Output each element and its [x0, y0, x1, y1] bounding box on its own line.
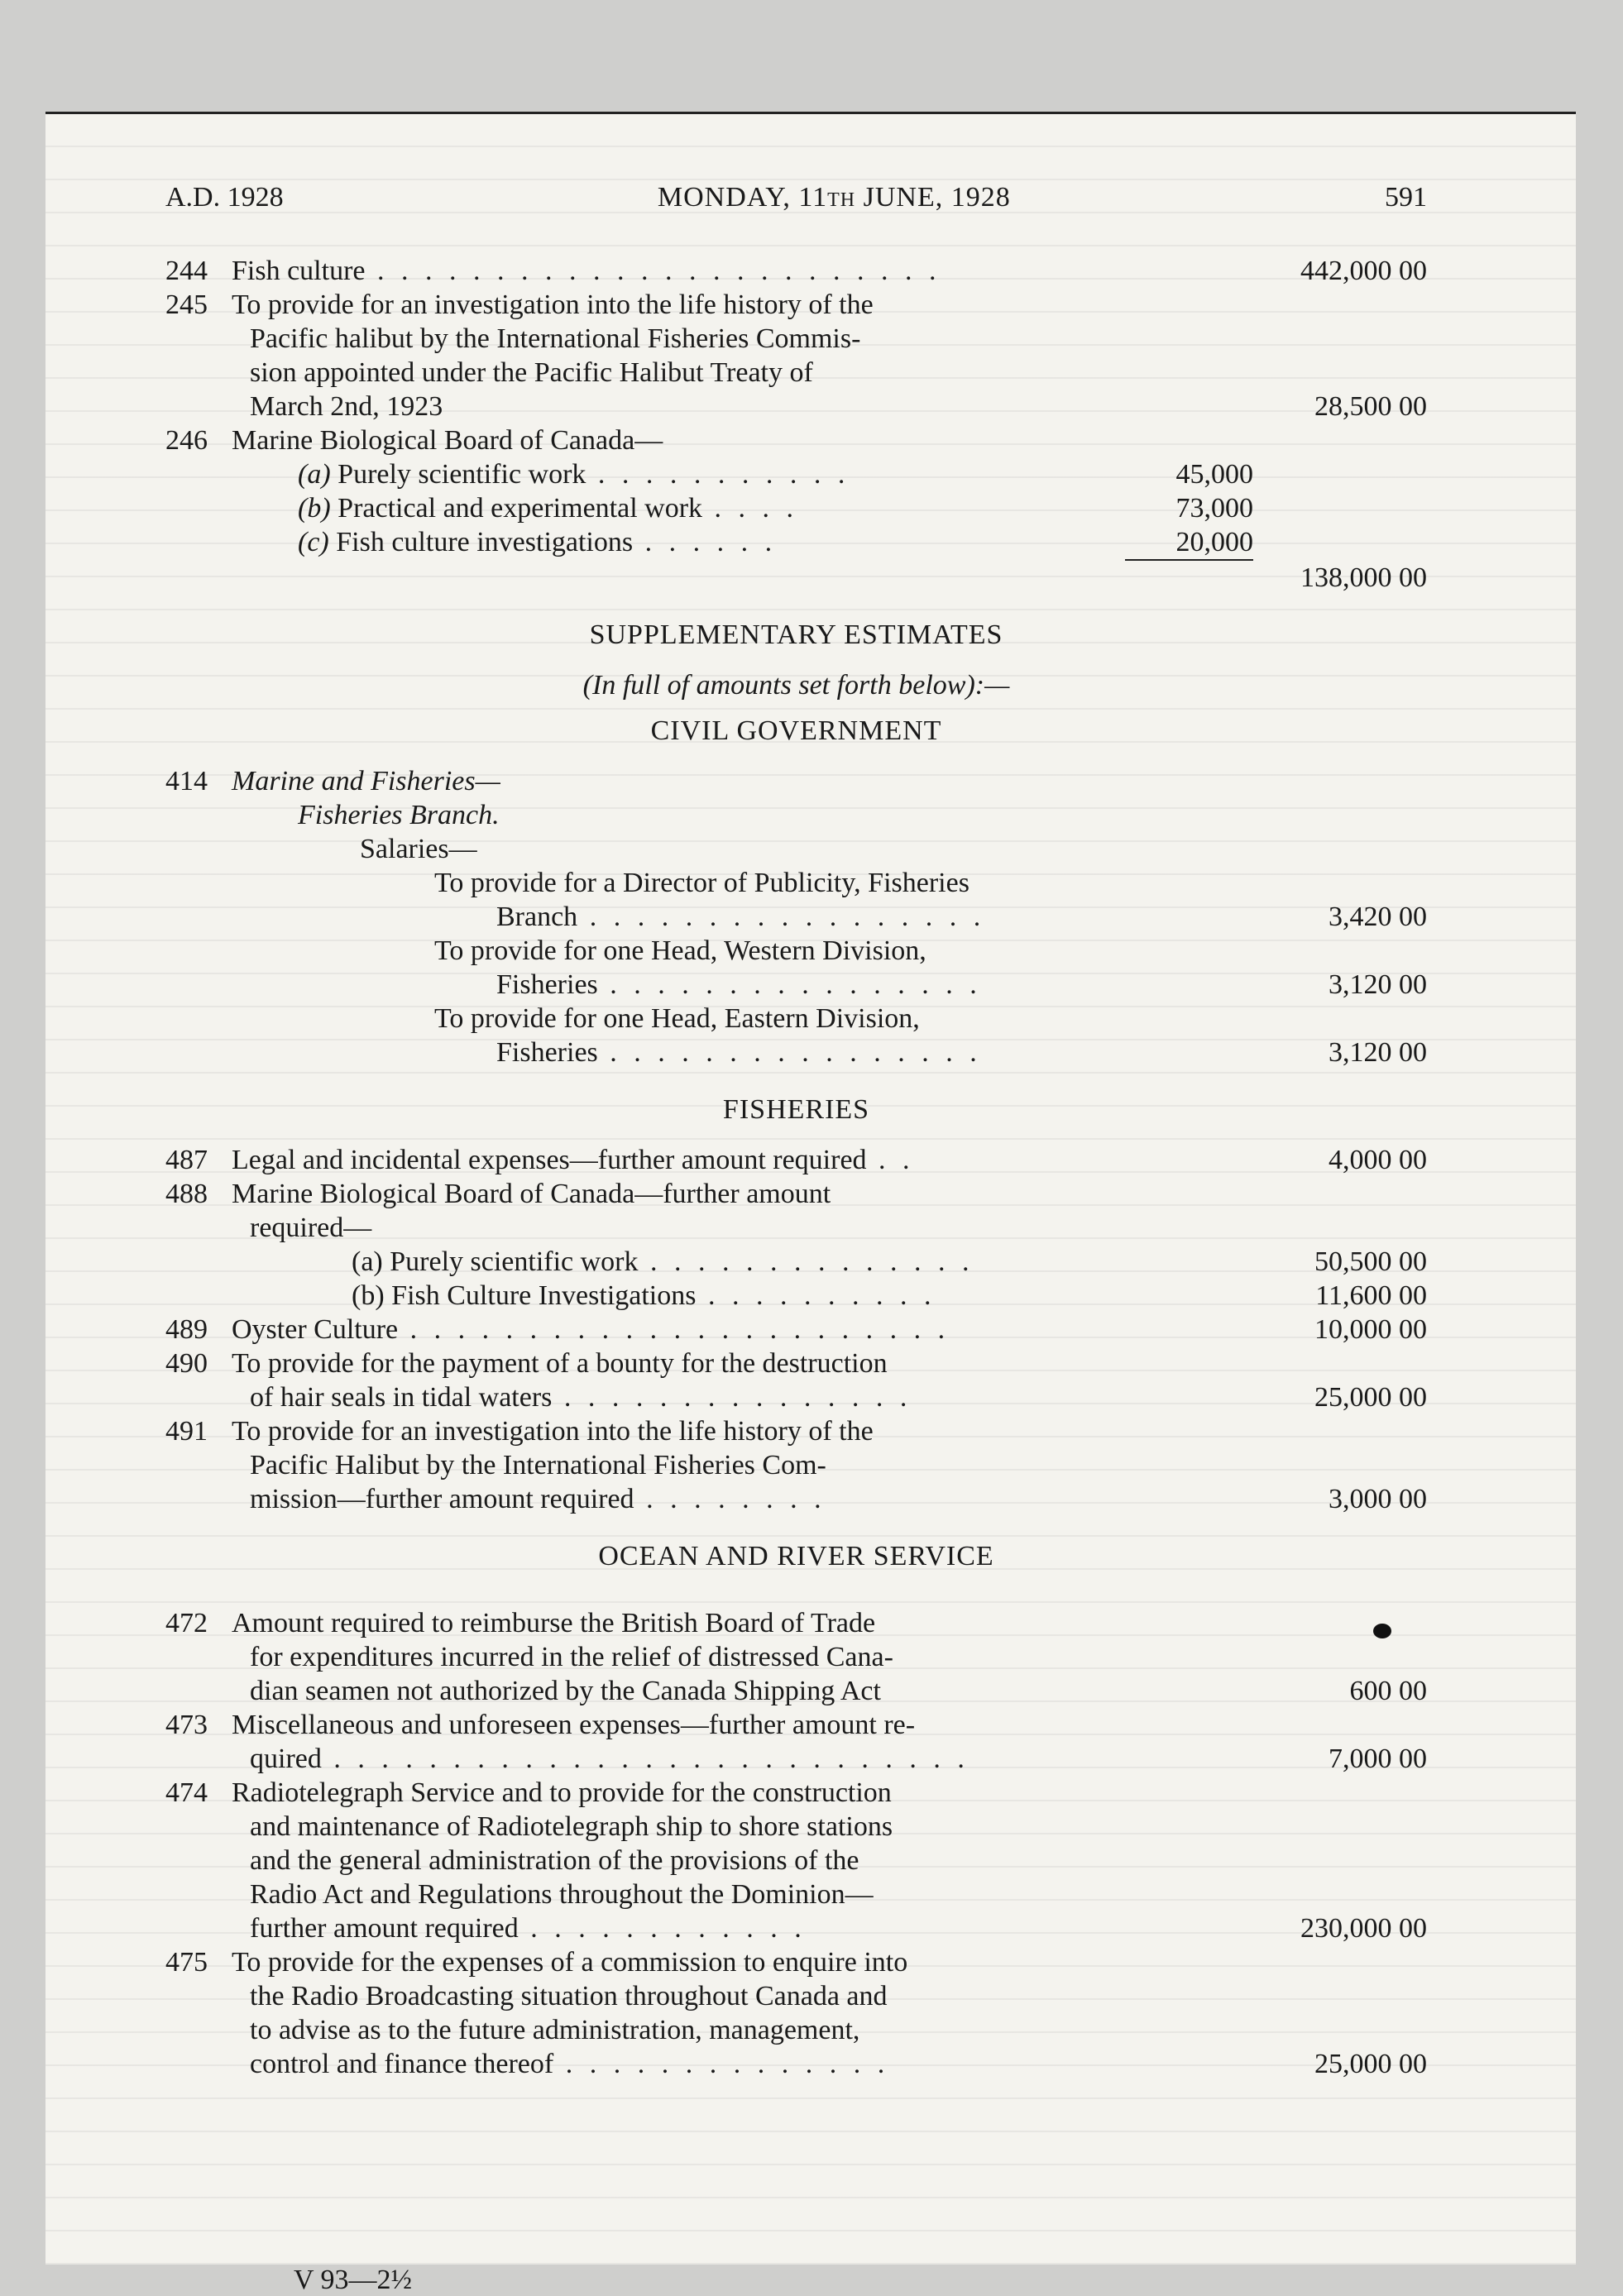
item-line: and the general administration of the provisions of the — [250, 1845, 859, 1876]
item-line: To provide for an investigation into the life history of the — [232, 1416, 874, 1447]
item-491 — [165, 1414, 1427, 1448]
branch: Fisheries Branch. — [298, 800, 500, 830]
footer-signature: V 93—2½ — [294, 2265, 412, 2295]
header-date: MONDAY, 11th JUNE, 1928 — [657, 182, 1011, 213]
item-amount: 600 00 — [1349, 1676, 1427, 1706]
item-line: and maintenance of Radiotelegraph ship to shore stations — [250, 1811, 893, 1842]
item-489: 489 Oyster Culture . . . . . . . . . . . . . . . . . . . . . . . 10,000 00 — [165, 1314, 1427, 1345]
item-amount: 442,000 00 — [1300, 256, 1427, 286]
item-number: 245 — [165, 289, 208, 320]
branch-row — [165, 798, 1427, 832]
item-475-line4: control and finance thereof . . . . . . . . . . . . . . 25,000 00 — [250, 2049, 1427, 2079]
item-490-line2: of hair seals in tidal waters . . . . . . . . . . . . . . . 25,000 00 — [250, 1382, 1427, 1413]
item-line: dian seamen not authorized by the Canada Shipping Act — [250, 1676, 881, 1706]
item-line: To provide for the expenses of a commission to enquire into — [232, 1947, 908, 1978]
page-content — [165, 180, 1427, 2081]
item-line: Radio Act and Regulations throughout the Dominion— — [250, 1879, 874, 1910]
item-488-line2 — [165, 1211, 1427, 1245]
salary-entry — [165, 866, 1427, 900]
section-civil-government: CIVIL GOVERNMENT — [650, 715, 942, 746]
page-number: 591 — [1384, 182, 1427, 213]
item-number: 490 — [165, 1348, 208, 1379]
item-488-b: (b) Fish Culture Investigations . . . . . . . . . . 11,600 00 — [352, 1280, 1427, 1311]
item-line: To provide for the payment of a bounty for the destruction — [232, 1348, 888, 1379]
item-number: 487 — [165, 1145, 208, 1175]
item-488 — [165, 1177, 1427, 1211]
item-line: quired — [250, 1744, 322, 1774]
item-amount: 25,000 00 — [1314, 2049, 1427, 2079]
sub-label: (a) — [352, 1246, 383, 1277]
item-number: 488 — [165, 1179, 208, 1209]
item-line: Oyster Culture — [232, 1314, 399, 1345]
total-rule — [1125, 559, 1253, 595]
item-line: Legal and incidental expenses—further amount required — [232, 1145, 867, 1175]
sub-value: 20,000 — [1175, 527, 1253, 557]
salary-entry — [165, 1002, 1427, 1036]
item-245-line3 — [165, 356, 1427, 390]
salary-entry-cont: Fisheries . . . . . . . . . . . . . . . . 3,120 00 — [496, 1037, 1427, 1068]
item-line: To provide for an investigation into the life history of the — [232, 289, 874, 320]
item-line: to advise as to the future administration, management, — [250, 2015, 860, 2045]
section-ocean-river-service: OCEAN AND RIVER SERVICE — [598, 1541, 994, 1571]
entry-line: To provide for one Head, Western Division, — [434, 935, 926, 966]
item-line: Pacific Halibut by the International Fisheries Com- — [250, 1450, 826, 1480]
item-487: 487 Legal and incidental expenses—further amount required . . 4,000 00 — [165, 1145, 1427, 1175]
item-472 — [165, 1606, 1427, 1640]
salary-entry-cont: Fisheries . . . . . . . . . . . . . . . . 3,120 00 — [496, 969, 1427, 1000]
item-amount: 7,000 00 — [1329, 1744, 1427, 1774]
item-number: 475 — [165, 1947, 208, 1978]
item-490 — [165, 1347, 1427, 1380]
item-474-line2 — [165, 1810, 1427, 1844]
item-number: 474 — [165, 1777, 208, 1808]
item-line: Pacific halibut by the International Fisheries Commis- — [250, 323, 861, 354]
item-472-line2 — [165, 1640, 1427, 1674]
sub-text: Fish Culture Investigations — [391, 1280, 697, 1311]
item-text: Fish culture . . . . . . . . . . . . . . . . . . . . . . . . — [232, 256, 941, 286]
item-246-b: (b) Practical and experimental work . . . . 73,000 — [298, 493, 1253, 524]
entry-line: To provide for a Director of Publicity, Fisheries — [434, 868, 969, 898]
sub-label: (b) — [352, 1280, 385, 1311]
item-number: 246 — [165, 425, 208, 456]
item-472-line3 — [165, 1674, 1427, 1708]
supplementary-note: (In full of amounts set forth below):— — [582, 670, 1010, 701]
item-491-line3: mission—further amount required . . . . . . . . 3,000 00 — [250, 1484, 1427, 1514]
item-244 — [165, 254, 1427, 288]
item-number: 489 — [165, 1314, 208, 1345]
item-245-line2 — [165, 322, 1427, 356]
sub-text: Fish culture investigations — [336, 527, 634, 557]
salaries-row — [165, 832, 1427, 866]
sub-text: Practical and experimental work — [338, 493, 703, 524]
item-475 — [165, 1945, 1427, 1979]
salary-entry-cont: Branch . . . . . . . . . . . . . . . . . 3,420 00 — [496, 902, 1427, 932]
item-474-line5: further amount required . . . . . . . . . . . . 230,000 00 — [250, 1913, 1427, 1944]
sub-value: 45,000 — [1175, 459, 1253, 490]
department: Marine and Fisheries— — [232, 766, 500, 796]
item-475-line3 — [165, 2013, 1427, 2047]
entry-line: Fisheries — [496, 969, 598, 1000]
item-488-a: (a) Purely scientific work . . . . . . . . . . . . . . 50,500 00 — [352, 1246, 1427, 1277]
item-amount: 230,000 00 — [1300, 1913, 1427, 1944]
entry-line: To provide for one Head, Eastern Division, — [434, 1003, 920, 1034]
item-414 — [165, 764, 1427, 798]
sub-text: Purely scientific work — [390, 1246, 639, 1277]
item-473-line2: quired . . . . . . . . . . . . . . . . . . . . . . . . . . . 7,000 00 — [250, 1744, 1427, 1774]
item-line: mission—further amount required — [250, 1484, 634, 1514]
item-246-a: (a) Purely scientific work . . . . . . . . . . . 45,000 — [298, 459, 1253, 490]
item-line: the Radio Broadcasting situation throughout Canada and — [250, 1981, 888, 2011]
item-amount: 25,000 00 — [1314, 1382, 1427, 1413]
item-474-line4 — [165, 1877, 1427, 1911]
item-amount: 4,000 00 — [1329, 1145, 1427, 1175]
salaries-label: Salaries— — [360, 834, 477, 864]
item-line: for expenditures incurred in the relief of distressed Cana- — [250, 1642, 893, 1672]
item-number: 473 — [165, 1710, 208, 1740]
item-line: required— — [250, 1213, 372, 1243]
item-amount: 3,000 00 — [1329, 1484, 1427, 1514]
entry-amount: 3,120 00 — [1329, 1037, 1427, 1068]
item-amount: 10,000 00 — [1314, 1314, 1427, 1345]
item-line: Fish culture — [232, 256, 366, 286]
header-year: A.D. 1928 — [165, 182, 284, 213]
section-fisheries: FISHERIES — [722, 1094, 870, 1125]
item-line: sion appointed under the Pacific Halibut Treaty of — [250, 357, 813, 388]
item-line: of hair seals in tidal waters — [250, 1382, 553, 1413]
item-number: 472 — [165, 1608, 208, 1638]
item-491-line2 — [165, 1448, 1427, 1482]
item-line: further amount required — [250, 1913, 519, 1944]
salary-entry — [165, 934, 1427, 968]
item-amount: 138,000 00 — [1300, 562, 1427, 593]
sub-amount: 11,600 00 — [1315, 1280, 1427, 1311]
sub-amount: 50,500 00 — [1314, 1246, 1427, 1277]
sub-label: (b) — [298, 493, 331, 524]
entry-amount: 3,120 00 — [1329, 969, 1427, 1000]
item-number: 244 — [165, 256, 208, 286]
item-246-c: (c) Fish culture investigations . . . . . . 20,000 — [298, 527, 1253, 557]
item-line: March 2nd, 1923 — [250, 391, 443, 422]
item-475-line2 — [165, 1979, 1427, 2013]
item-245 — [165, 288, 1427, 322]
item-474-line3 — [165, 1844, 1427, 1877]
item-line: Amount required to reimburse the British Board of Trade — [232, 1608, 876, 1638]
entry-line: Branch — [496, 902, 578, 932]
item-line: Miscellaneous and unforeseen expenses—further amount re- — [232, 1710, 916, 1740]
entry-line: Fisheries — [496, 1037, 598, 1068]
sub-value: 73,000 — [1175, 493, 1253, 524]
sub-label: (a) — [298, 459, 331, 490]
sub-text: Purely scientific work — [338, 459, 586, 490]
entry-amount: 3,420 00 — [1329, 902, 1427, 932]
item-title: Marine Biological Board of Canada— — [232, 425, 663, 456]
item-number: 491 — [165, 1416, 208, 1447]
item-246 — [165, 423, 1427, 457]
item-246-total — [165, 559, 1427, 595]
item-473 — [165, 1708, 1427, 1742]
journal-page — [45, 112, 1576, 2295]
sub-label: (c) — [298, 527, 329, 557]
item-amount: 28,500 00 — [1314, 391, 1427, 422]
page-header — [165, 180, 1427, 214]
item-line: control and finance thereof — [250, 2049, 554, 2079]
item-line: Radiotelegraph Service and to provide for the construction — [232, 1777, 892, 1808]
item-number: 414 — [165, 766, 208, 796]
section-supplementary-estimates: SUPPLEMENTARY ESTIMATES — [589, 619, 1003, 650]
item-line: Marine Biological Board of Canada—further amount — [232, 1179, 831, 1209]
item-245-line4 — [165, 390, 1427, 423]
item-474 — [165, 1776, 1427, 1810]
